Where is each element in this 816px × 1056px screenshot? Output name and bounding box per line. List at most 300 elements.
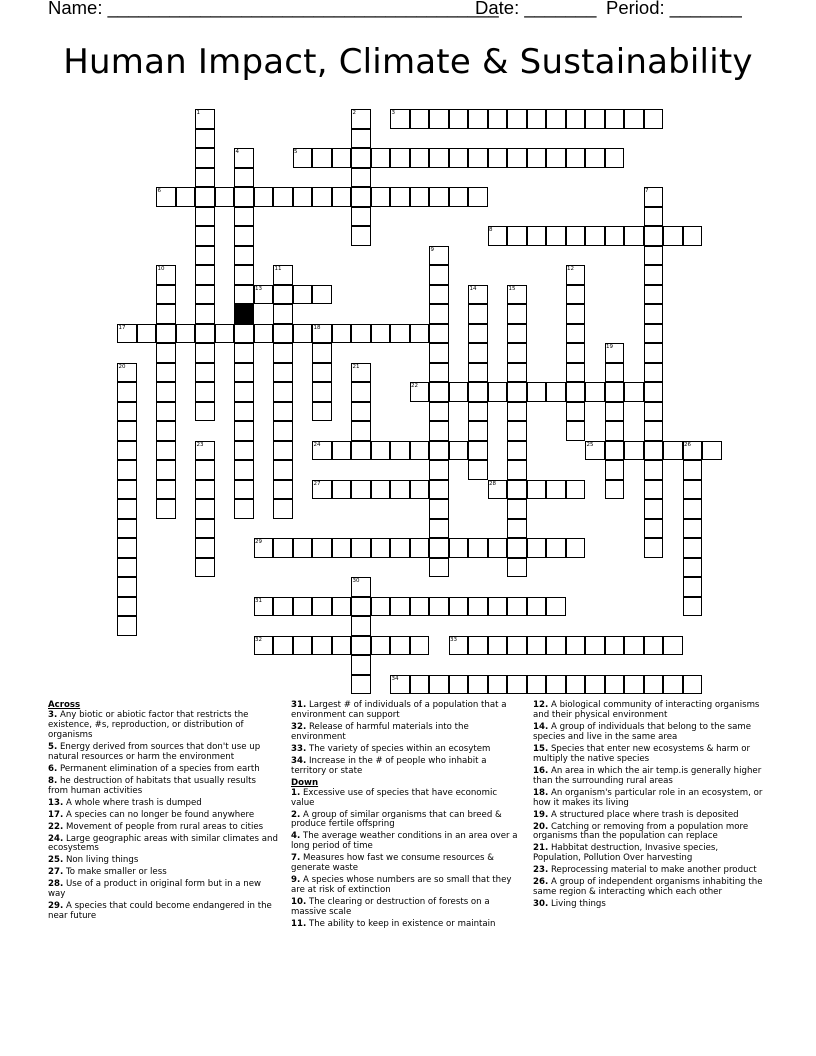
grid-cell[interactable] [624, 441, 644, 461]
grid-cell[interactable] [156, 499, 176, 519]
grid-cell[interactable] [683, 675, 703, 695]
grid-cell[interactable] [488, 109, 508, 129]
grid-cell[interactable] [410, 538, 430, 558]
grid-cell[interactable] [312, 402, 332, 422]
grid-cell[interactable] [429, 558, 449, 578]
grid-cell[interactable] [644, 324, 664, 344]
grid-cell[interactable] [566, 343, 586, 363]
grid-cell[interactable] [527, 636, 547, 656]
grid-cell[interactable] [234, 285, 254, 305]
grid-cell[interactable] [644, 538, 664, 558]
grid-cell[interactable] [117, 402, 137, 422]
grid-cell[interactable] [117, 499, 137, 519]
grid-cell[interactable] [195, 343, 215, 363]
grid-cell[interactable] [429, 148, 449, 168]
grid-cell[interactable] [117, 577, 137, 597]
grid-cell[interactable] [351, 148, 371, 168]
grid-cell[interactable] [605, 148, 625, 168]
grid-cell[interactable] [429, 519, 449, 539]
grid-cell[interactable] [351, 441, 371, 461]
grid-cell[interactable] [234, 226, 254, 246]
grid-cell[interactable] [351, 597, 371, 617]
grid-cell[interactable] [156, 441, 176, 461]
grid-cell[interactable] [546, 597, 566, 617]
grid-cell[interactable] [546, 636, 566, 656]
grid-cell[interactable] [332, 148, 352, 168]
grid-cell[interactable] [468, 441, 488, 461]
grid-cell[interactable] [117, 421, 137, 441]
grid-cell[interactable] [195, 519, 215, 539]
grid-cell[interactable] [429, 402, 449, 422]
grid-cell[interactable] [293, 597, 313, 617]
grid-cell[interactable] [410, 636, 430, 656]
grid-cell[interactable] [117, 597, 137, 617]
grid-cell[interactable] [273, 324, 293, 344]
grid-cell[interactable] [429, 187, 449, 207]
grid-cell[interactable] [273, 441, 293, 461]
grid-cell[interactable] [527, 382, 547, 402]
grid-cell[interactable] [351, 324, 371, 344]
grid-cell[interactable] [507, 363, 527, 383]
grid-cell[interactable] [273, 382, 293, 402]
grid-cell[interactable] [234, 499, 254, 519]
grid-cell[interactable] [585, 226, 605, 246]
grid-cell[interactable] [156, 304, 176, 324]
grid-cell[interactable] [195, 499, 215, 519]
grid-cell[interactable] [507, 499, 527, 519]
grid-cell[interactable] [195, 265, 215, 285]
grid-cell[interactable] [332, 441, 352, 461]
grid-cell[interactable] [605, 382, 625, 402]
grid-cell[interactable] [468, 538, 488, 558]
grid-cell[interactable] [371, 441, 391, 461]
grid-cell[interactable] [429, 363, 449, 383]
grid-cell[interactable] [644, 265, 664, 285]
period-field[interactable]: Period: _______ [606, 0, 742, 18]
grid-cell[interactable] [644, 285, 664, 305]
grid-cell[interactable] [546, 538, 566, 558]
grid-cell[interactable] [117, 558, 137, 578]
grid-cell[interactable] [507, 519, 527, 539]
grid-cell[interactable] [410, 441, 430, 461]
grid-cell[interactable] [507, 324, 527, 344]
grid-cell[interactable] [546, 675, 566, 695]
grid-cell[interactable] [351, 168, 371, 188]
grid-cell[interactable] [644, 636, 664, 656]
grid-cell[interactable] [449, 187, 469, 207]
grid-cell[interactable] [683, 577, 703, 597]
grid-cell[interactable] [371, 538, 391, 558]
grid-cell[interactable] [410, 324, 430, 344]
grid-cell[interactable] [468, 148, 488, 168]
grid-cell[interactable] [683, 519, 703, 539]
grid-cell[interactable] [195, 402, 215, 422]
grid-cell[interactable] [468, 675, 488, 695]
grid-cell[interactable] [273, 187, 293, 207]
grid-cell[interactable] [351, 480, 371, 500]
grid-cell[interactable] [429, 675, 449, 695]
grid-cell[interactable] [468, 363, 488, 383]
grid-cell[interactable] [624, 109, 644, 129]
grid-cell[interactable] [585, 109, 605, 129]
grid-cell[interactable] [429, 265, 449, 285]
grid-cell[interactable] [429, 304, 449, 324]
grid-cell[interactable] [351, 226, 371, 246]
grid-cell[interactable] [429, 421, 449, 441]
grid-cell[interactable] [507, 558, 527, 578]
grid-cell[interactable] [195, 168, 215, 188]
grid-cell[interactable] [195, 207, 215, 227]
grid-cell[interactable] [683, 226, 703, 246]
grid-cell[interactable] [644, 304, 664, 324]
grid-cell[interactable] [254, 187, 274, 207]
grid-cell[interactable] [351, 207, 371, 227]
grid-cell[interactable] [117, 441, 137, 461]
date-field[interactable]: Date: _______ [475, 0, 597, 18]
grid-cell[interactable] [605, 675, 625, 695]
grid-cell[interactable] [449, 109, 469, 129]
grid-cell[interactable] [273, 363, 293, 383]
grid-cell[interactable] [566, 421, 586, 441]
grid-cell[interactable] [449, 148, 469, 168]
grid-cell[interactable] [390, 441, 410, 461]
grid-cell[interactable] [468, 421, 488, 441]
grid-cell[interactable] [566, 148, 586, 168]
grid-cell[interactable] [488, 597, 508, 617]
grid-cell[interactable] [644, 480, 664, 500]
grid-cell[interactable] [449, 441, 469, 461]
grid-cell[interactable] [546, 226, 566, 246]
grid-cell[interactable] [156, 382, 176, 402]
grid-cell[interactable] [507, 597, 527, 617]
grid-cell[interactable] [429, 109, 449, 129]
grid-cell[interactable] [429, 499, 449, 519]
grid-cell[interactable] [117, 480, 137, 500]
grid-cell[interactable] [371, 597, 391, 617]
grid-cell[interactable] [683, 499, 703, 519]
grid-cell[interactable] [605, 109, 625, 129]
grid-cell[interactable] [117, 519, 137, 539]
grid-cell[interactable] [117, 382, 137, 402]
grid-cell[interactable] [332, 597, 352, 617]
grid-cell[interactable] [449, 597, 469, 617]
grid-cell[interactable] [566, 226, 586, 246]
grid-cell[interactable] [176, 187, 196, 207]
grid-cell[interactable] [273, 480, 293, 500]
grid-cell[interactable] [546, 109, 566, 129]
grid-cell[interactable] [273, 460, 293, 480]
grid-cell[interactable] [585, 636, 605, 656]
grid-cell[interactable] [312, 187, 332, 207]
grid-cell[interactable] [390, 148, 410, 168]
grid-cell[interactable] [683, 480, 703, 500]
grid-cell[interactable] [234, 168, 254, 188]
grid-cell[interactable] [351, 538, 371, 558]
grid-cell[interactable] [195, 187, 215, 207]
grid-cell[interactable] [605, 363, 625, 383]
grid-cell[interactable] [234, 382, 254, 402]
grid-cell[interactable] [644, 519, 664, 539]
grid-cell[interactable] [390, 324, 410, 344]
grid-cell[interactable] [605, 226, 625, 246]
grid-cell[interactable] [234, 460, 254, 480]
grid-cell[interactable] [273, 636, 293, 656]
grid-cell[interactable] [371, 324, 391, 344]
grid-cell[interactable] [410, 109, 430, 129]
grid-cell[interactable] [527, 538, 547, 558]
grid-cell[interactable] [312, 597, 332, 617]
grid-cell[interactable] [156, 285, 176, 305]
grid-cell[interactable] [488, 538, 508, 558]
grid-cell[interactable] [605, 480, 625, 500]
grid-cell[interactable] [644, 226, 664, 246]
grid-cell[interactable] [546, 382, 566, 402]
grid-cell[interactable] [156, 343, 176, 363]
grid-cell[interactable] [273, 597, 293, 617]
grid-cell[interactable] [507, 343, 527, 363]
grid-cell[interactable] [449, 675, 469, 695]
grid-cell[interactable] [566, 285, 586, 305]
grid-cell[interactable] [410, 187, 430, 207]
grid-cell[interactable] [390, 636, 410, 656]
grid-cell[interactable] [312, 382, 332, 402]
grid-cell[interactable] [644, 363, 664, 383]
grid-cell[interactable] [293, 538, 313, 558]
grid-cell[interactable] [527, 480, 547, 500]
grid-cell[interactable] [507, 636, 527, 656]
grid-cell[interactable] [507, 421, 527, 441]
grid-cell[interactable] [410, 675, 430, 695]
grid-cell[interactable] [351, 187, 371, 207]
grid-cell[interactable] [566, 675, 586, 695]
grid-cell[interactable] [624, 382, 644, 402]
grid-cell[interactable] [566, 480, 586, 500]
grid-cell[interactable] [605, 402, 625, 422]
grid-cell[interactable] [507, 226, 527, 246]
grid-cell[interactable] [293, 285, 313, 305]
grid-cell[interactable] [605, 460, 625, 480]
grid-cell[interactable] [488, 636, 508, 656]
grid-cell[interactable] [390, 187, 410, 207]
grid-cell[interactable] [332, 480, 352, 500]
grid-cell[interactable] [468, 460, 488, 480]
grid-cell[interactable] [195, 363, 215, 383]
grid-cell[interactable] [234, 402, 254, 422]
grid-cell[interactable] [527, 597, 547, 617]
grid-cell[interactable] [507, 382, 527, 402]
grid-cell[interactable] [488, 675, 508, 695]
grid-cell[interactable] [683, 538, 703, 558]
grid-cell[interactable] [644, 675, 664, 695]
grid-cell[interactable] [488, 148, 508, 168]
grid-cell[interactable] [429, 597, 449, 617]
grid-cell[interactable] [507, 480, 527, 500]
grid-cell[interactable] [468, 343, 488, 363]
grid-cell[interactable] [351, 402, 371, 422]
grid-cell[interactable] [371, 636, 391, 656]
grid-cell[interactable] [312, 285, 332, 305]
grid-cell[interactable] [546, 148, 566, 168]
name-field[interactable]: Name: ______________________________________ [48, 0, 499, 18]
grid-cell[interactable] [468, 402, 488, 422]
grid-cell[interactable] [195, 538, 215, 558]
grid-cell[interactable] [156, 460, 176, 480]
grid-cell[interactable] [644, 246, 664, 266]
grid-cell[interactable] [215, 187, 235, 207]
grid-cell[interactable] [644, 343, 664, 363]
grid-cell[interactable] [644, 421, 664, 441]
grid-cell[interactable] [527, 148, 547, 168]
grid-cell[interactable] [195, 304, 215, 324]
grid-cell[interactable] [234, 207, 254, 227]
grid-cell[interactable] [429, 343, 449, 363]
grid-cell[interactable] [468, 597, 488, 617]
grid-cell[interactable] [351, 616, 371, 636]
grid-cell[interactable] [468, 187, 488, 207]
grid-cell[interactable] [351, 655, 371, 675]
grid-cell[interactable] [410, 480, 430, 500]
grid-cell[interactable] [156, 480, 176, 500]
grid-cell[interactable] [566, 324, 586, 344]
grid-cell[interactable] [507, 675, 527, 695]
grid-cell[interactable] [566, 363, 586, 383]
grid-cell[interactable] [234, 246, 254, 266]
grid-cell[interactable] [312, 363, 332, 383]
grid-cell[interactable] [332, 324, 352, 344]
grid-cell[interactable] [449, 538, 469, 558]
grid-cell[interactable] [429, 324, 449, 344]
grid-cell[interactable] [566, 636, 586, 656]
grid-cell[interactable] [644, 460, 664, 480]
grid-cell[interactable] [507, 538, 527, 558]
grid-cell[interactable] [663, 226, 683, 246]
grid-cell[interactable] [293, 187, 313, 207]
grid-cell[interactable] [468, 324, 488, 344]
grid-cell[interactable] [507, 441, 527, 461]
grid-cell[interactable] [663, 636, 683, 656]
grid-cell[interactable] [293, 324, 313, 344]
grid-cell[interactable] [390, 597, 410, 617]
grid-cell[interactable] [605, 421, 625, 441]
grid-cell[interactable] [527, 226, 547, 246]
grid-cell[interactable] [351, 421, 371, 441]
grid-cell[interactable] [507, 402, 527, 422]
grid-cell[interactable] [117, 616, 137, 636]
grid-cell[interactable] [585, 382, 605, 402]
grid-cell[interactable] [195, 129, 215, 149]
grid-cell[interactable] [332, 538, 352, 558]
grid-cell[interactable] [624, 675, 644, 695]
grid-cell[interactable] [195, 246, 215, 266]
grid-cell[interactable] [624, 226, 644, 246]
grid-cell[interactable] [234, 324, 254, 344]
grid-cell[interactable] [644, 109, 664, 129]
grid-cell[interactable] [566, 304, 586, 324]
grid-cell[interactable] [449, 382, 469, 402]
grid-cell[interactable] [605, 636, 625, 656]
grid-cell[interactable] [195, 148, 215, 168]
grid-cell[interactable] [156, 402, 176, 422]
grid-cell[interactable] [527, 675, 547, 695]
grid-cell[interactable] [234, 187, 254, 207]
grid-cell[interactable] [176, 324, 196, 344]
grid-cell[interactable] [195, 558, 215, 578]
grid-cell[interactable] [273, 538, 293, 558]
grid-cell[interactable] [312, 148, 332, 168]
grid-cell[interactable] [585, 675, 605, 695]
grid-cell[interactable] [293, 636, 313, 656]
grid-cell[interactable] [644, 402, 664, 422]
grid-cell[interactable] [273, 421, 293, 441]
grid-cell[interactable] [371, 480, 391, 500]
grid-cell[interactable] [156, 421, 176, 441]
grid-cell[interactable] [332, 636, 352, 656]
grid-cell[interactable] [273, 499, 293, 519]
grid-cell[interactable] [644, 207, 664, 227]
grid-cell[interactable] [195, 382, 215, 402]
grid-cell[interactable] [351, 675, 371, 695]
grid-cell[interactable] [644, 382, 664, 402]
grid-cell[interactable] [429, 441, 449, 461]
grid-cell[interactable] [566, 109, 586, 129]
grid-cell[interactable] [507, 460, 527, 480]
grid-cell[interactable] [312, 636, 332, 656]
grid-cell[interactable] [195, 226, 215, 246]
grid-cell[interactable] [566, 538, 586, 558]
grid-cell[interactable] [390, 538, 410, 558]
grid-cell[interactable] [312, 538, 332, 558]
grid-cell[interactable] [195, 460, 215, 480]
grid-cell[interactable] [663, 675, 683, 695]
grid-cell[interactable] [254, 324, 274, 344]
grid-cell[interactable] [644, 441, 664, 461]
grid-cell[interactable] [351, 382, 371, 402]
grid-cell[interactable] [312, 343, 332, 363]
grid-cell[interactable] [117, 538, 137, 558]
grid-cell[interactable] [156, 324, 176, 344]
grid-cell[interactable] [429, 460, 449, 480]
grid-cell[interactable] [507, 109, 527, 129]
grid-cell[interactable] [390, 480, 410, 500]
grid-cell[interactable] [234, 363, 254, 383]
grid-cell[interactable] [468, 382, 488, 402]
grid-cell[interactable] [351, 129, 371, 149]
grid-cell[interactable] [429, 382, 449, 402]
grid-cell[interactable] [273, 304, 293, 324]
grid-cell[interactable] [702, 441, 722, 461]
grid-cell[interactable] [429, 538, 449, 558]
grid-cell[interactable] [468, 109, 488, 129]
grid-cell[interactable] [410, 148, 430, 168]
grid-cell[interactable] [683, 460, 703, 480]
grid-cell[interactable] [683, 558, 703, 578]
grid-cell[interactable] [234, 265, 254, 285]
grid-cell[interactable] [410, 597, 430, 617]
grid-cell[interactable] [566, 382, 586, 402]
grid-cell[interactable] [429, 285, 449, 305]
grid-cell[interactable] [624, 636, 644, 656]
grid-cell[interactable] [507, 304, 527, 324]
grid-cell[interactable] [468, 304, 488, 324]
grid-cell[interactable] [507, 148, 527, 168]
grid-cell[interactable] [273, 402, 293, 422]
grid-cell[interactable] [585, 148, 605, 168]
grid-cell[interactable] [117, 460, 137, 480]
grid-cell[interactable] [605, 441, 625, 461]
grid-cell[interactable] [332, 187, 352, 207]
grid-cell[interactable] [195, 480, 215, 500]
grid-cell[interactable] [644, 499, 664, 519]
